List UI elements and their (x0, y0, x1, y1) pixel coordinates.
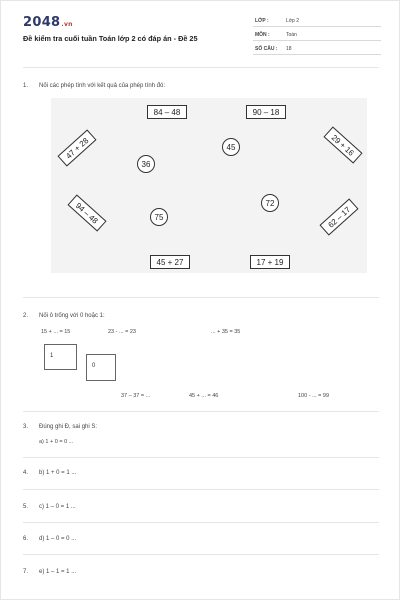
result-circle[interactable]: 45 (222, 138, 240, 156)
matching-exercise-area (51, 98, 367, 273)
question-4-number: 4. (23, 470, 29, 476)
fill-item: 15 + ... = 15 (41, 329, 71, 335)
result-circle[interactable]: 75 (150, 208, 168, 226)
expression-box[interactable]: 47 + 28 (57, 129, 96, 166)
meta-subject-value: Toán (286, 32, 297, 38)
logo-text: 2048 (23, 15, 61, 30)
question-1-number: 1. (23, 83, 29, 89)
expression-box[interactable]: 84 – 48 (147, 105, 187, 119)
meta-count-value: 18 (286, 46, 292, 52)
question-4-text: b) 1 + 0 = 1 ... (39, 470, 77, 476)
answer-box-zero[interactable] (86, 354, 116, 381)
expression-box[interactable]: 62 – 17 (319, 198, 358, 235)
question-5-number: 5. (23, 504, 29, 510)
meta-class-value: Lớp 2 (286, 18, 300, 24)
expression-box[interactable]: 17 + 19 (250, 255, 290, 269)
result-circle[interactable]: 72 (261, 194, 279, 212)
question-2-text: Nối ô trống với 0 hoặc 1: (39, 313, 105, 319)
logo-suffix: .vn (61, 21, 73, 28)
question-1-text: Nối các phép tính với kết quả của phép tính đó: (39, 83, 166, 89)
expression-box[interactable]: 29 + 16 (323, 126, 362, 163)
question-5-text: c) 1 – 0 = 1 ... (39, 504, 76, 510)
answer-box-one[interactable] (44, 344, 77, 370)
section-divider (23, 457, 379, 458)
document-title: Đề kiểm tra cuối tuần Toán lớp 2 có đáp án - Đề 25 (23, 34, 198, 43)
result-circle[interactable]: 36 (137, 155, 155, 173)
true-false-item: a) 1 + 0 = 0 ... (39, 439, 74, 445)
fill-item: 23 - ... = 23 (108, 329, 136, 335)
meta-subject-label: MÔN : (255, 32, 270, 38)
answer-box-value: 1 (50, 353, 54, 359)
section-divider (23, 411, 379, 412)
expression-box[interactable]: 94 – 48 (67, 194, 106, 231)
meta-question-count (253, 43, 381, 55)
question-6-text: d) 1 – 0 = 0 ... (39, 536, 77, 542)
fill-item: 100 - ... = 99 (298, 393, 330, 399)
header-divider (23, 67, 379, 68)
fill-item: ... + 35 = 35 (211, 329, 241, 335)
question-2-number: 2. (23, 313, 29, 319)
expression-box[interactable]: 90 – 18 (246, 105, 286, 119)
meta-class (253, 15, 381, 27)
meta-class-label: LỚP : (255, 18, 269, 24)
expression-box[interactable]: 45 + 27 (150, 255, 190, 269)
section-divider (23, 489, 379, 490)
question-7-number: 7. (23, 569, 29, 575)
question-6-number: 6. (23, 536, 29, 542)
fill-item: 37 – 37 = ... (121, 393, 151, 399)
question-3-number: 3. (23, 424, 29, 430)
answer-box-value: 0 (92, 363, 96, 369)
meta-subject (253, 29, 381, 41)
section-divider (23, 554, 379, 555)
meta-count-label: SỐ CÂU : (255, 46, 278, 52)
section-divider (23, 522, 379, 523)
question-3-text: Đúng ghi Đ, sai ghi S: (39, 424, 98, 430)
question-7-text: e) 1 – 1 = 1 ... (39, 569, 77, 575)
section-divider (23, 297, 379, 298)
site-logo[interactable] (23, 15, 73, 30)
fill-item: 45 + ... = 46 (189, 393, 219, 399)
